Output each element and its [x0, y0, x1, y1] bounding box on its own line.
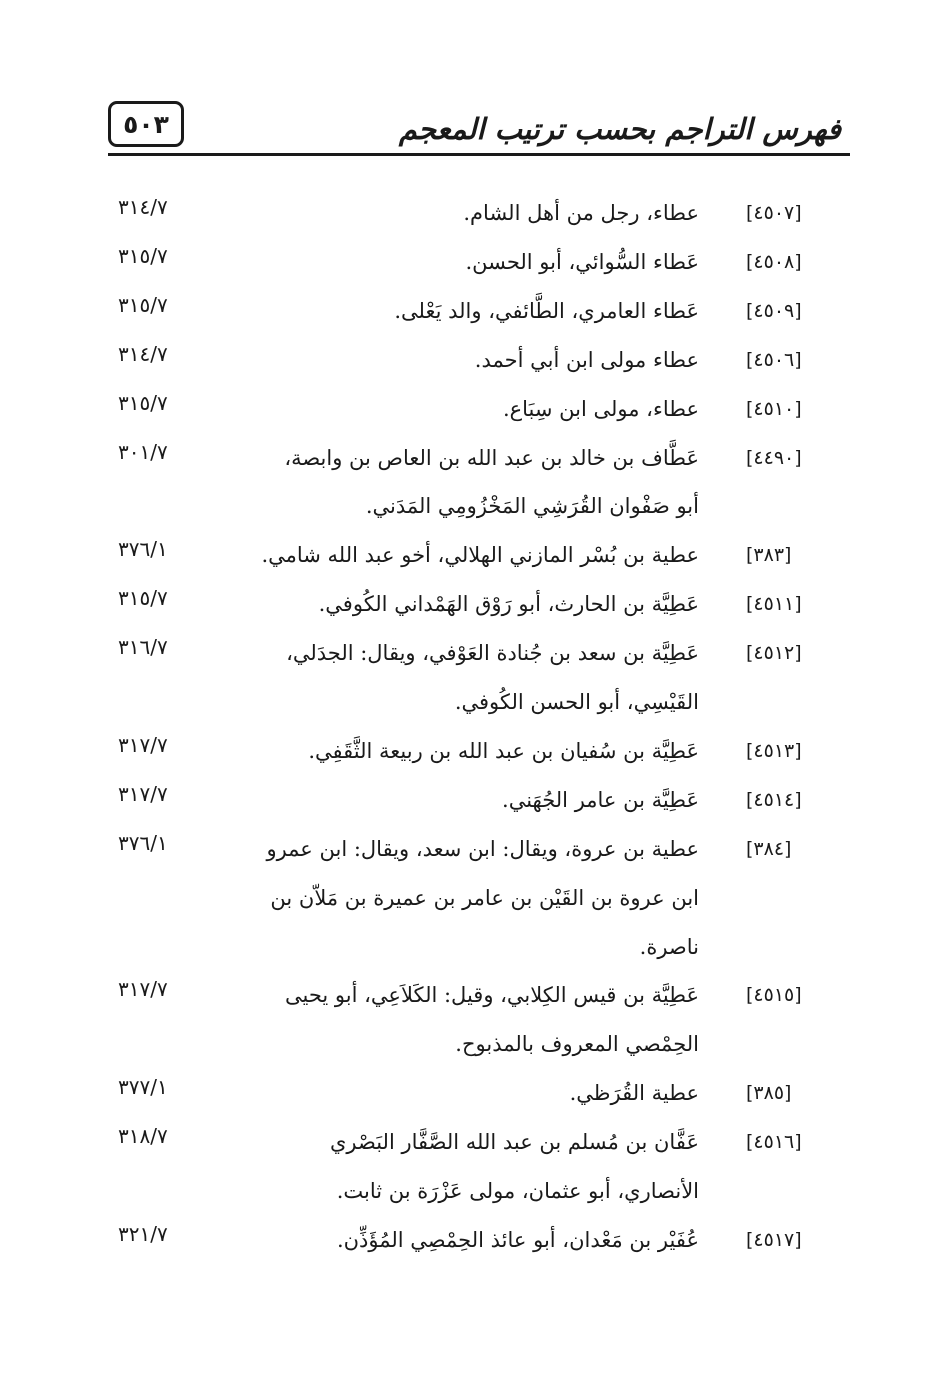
entry-number: [٤٥٠٦] [746, 348, 802, 371]
entry-number: [٤٥١٢] [746, 642, 802, 665]
entry-reference: ٣٢١/٧ [118, 1221, 168, 1246]
entry-number: [٤٥١٤] [746, 788, 802, 811]
entry-reference: ٣١٥/٧ [118, 390, 168, 415]
entry-text: عطية بن بُسْر المازني الهلالي، أخو عبد الله شامي. [261, 543, 699, 568]
entry-text: عَطِيَّة بن سعد بن جُنادة العَوْفي، ويقال: الجدَلي، [286, 641, 699, 666]
entry-reference: ٣١٧/٧ [118, 732, 168, 757]
entry-text: عطاء مولى ابن أبي أحمد. [474, 347, 699, 372]
entry-text-continuation: ابن عروة بن القَيْن بن عامر بن عميرة بن مَلاّن بن [270, 885, 699, 910]
entry-number: [٤٥٠٨] [746, 250, 802, 273]
entry-reference: ٣١٨/٧ [118, 1124, 168, 1149]
entry-reference: ٣٠١/٧ [118, 439, 168, 464]
entry-number: [٤٥٠٩] [746, 299, 802, 322]
entry-reference: ٣١٥/٧ [118, 586, 168, 611]
entry-text-continuation: القَيْسِي، أبو الحسن الكُوفي. [454, 690, 699, 714]
entry-text: عطاء، مولى ابن سِبَاع. [502, 396, 699, 421]
entry-number: [٤٥١٥] [746, 984, 802, 1007]
entry-reference: ٣١٧/٧ [118, 977, 168, 1002]
entry-reference: ٣١٥/٧ [118, 292, 168, 317]
entry-reference: ٣١٤/٧ [118, 195, 168, 219]
entry-text: عَطِيَّة بن الحارث، أبو رَوْق الهَمْداني الكُوفي. [318, 592, 699, 617]
entry-text: عَطَّاف بن خالد بن عبد الله بن العاص بن وابصة، [284, 445, 699, 470]
entry-text: عطية بن عروة، ويقال: ابن سعد، ويقال: ابن عمرو [266, 836, 699, 861]
entry-number: [٤٥١٣] [746, 739, 802, 762]
entry-text-continuation: أبو صَفْوان القُرَشِي المَخْزُومِي المَدَني. [365, 494, 699, 519]
entry-text: عطاء، رجل من أهل الشام. [463, 201, 699, 225]
entry-number: [٤٥٠٧] [746, 202, 802, 224]
running-header-title: فهرس التراجم بحسب ترتيب المعجم [398, 112, 841, 146]
entry-number: [٣٨٥] [746, 1082, 792, 1105]
entry-reference: ٣١٦/٧ [118, 635, 168, 660]
entry-reference: ٣١٤/٧ [118, 341, 168, 366]
entry-text: عَطِيَّة بن عامر الجُهَني. [502, 787, 699, 812]
entry-number: [٤٥١١] [746, 593, 802, 616]
entry-text: عَطِيَّة بن سُفيان بن عبد الله بن ربيعة الثَّقَفِي. [308, 738, 699, 763]
entry-text-continuation: الأنصاري، أبو عثمان، مولى عَزْرَة بن ثابت. [336, 1179, 699, 1203]
entry-text: عَطِيَّة بن قيس الكِلابي، وقيل: الكَلاَعِي، أبو يحيى [285, 983, 699, 1008]
entry-text-continuation: الحِمْصي المعروف بالمذبوح. [455, 1032, 699, 1057]
entry-reference: ٣٧٦/١ [118, 537, 168, 562]
entry-number: [٣٨٣] [746, 544, 792, 567]
entry-reference: ٣١٥/٧ [118, 243, 168, 268]
entry-text: عَطاء السُّوائي، أبو الحسن. [465, 249, 699, 274]
entry-number: [٤٥١٦] [746, 1131, 802, 1154]
entry-number: [٣٨٤] [746, 837, 792, 860]
entry-text: عطية القُرَظي. [569, 1081, 699, 1106]
entry-number: [٤٥١٠] [746, 397, 802, 420]
entry-reference: ٣٧٧/١ [118, 1075, 168, 1100]
entry-text: عَفَّان بن مُسلم بن عبد الله الصَّفَّار البَصْري [329, 1130, 699, 1155]
entry-text: عُفَيْر بن مَعْدان، أبو عائذ الحِمْصِي المُؤَذِّن. [336, 1227, 699, 1252]
entry-reference: ٣١٧/٧ [118, 781, 168, 806]
page-number: ٥٠٣ [123, 109, 169, 139]
entry-text: عَطاء العامري، الطَّائفي، والد يَعْلى. [394, 298, 699, 323]
entry-number: [٤٤٩٠] [746, 446, 802, 469]
entry-number: [٤٥١٧] [746, 1228, 802, 1251]
entry-reference: ٣٧٦/١ [118, 830, 168, 855]
entry-text-continuation: ناصرة. [639, 934, 699, 959]
